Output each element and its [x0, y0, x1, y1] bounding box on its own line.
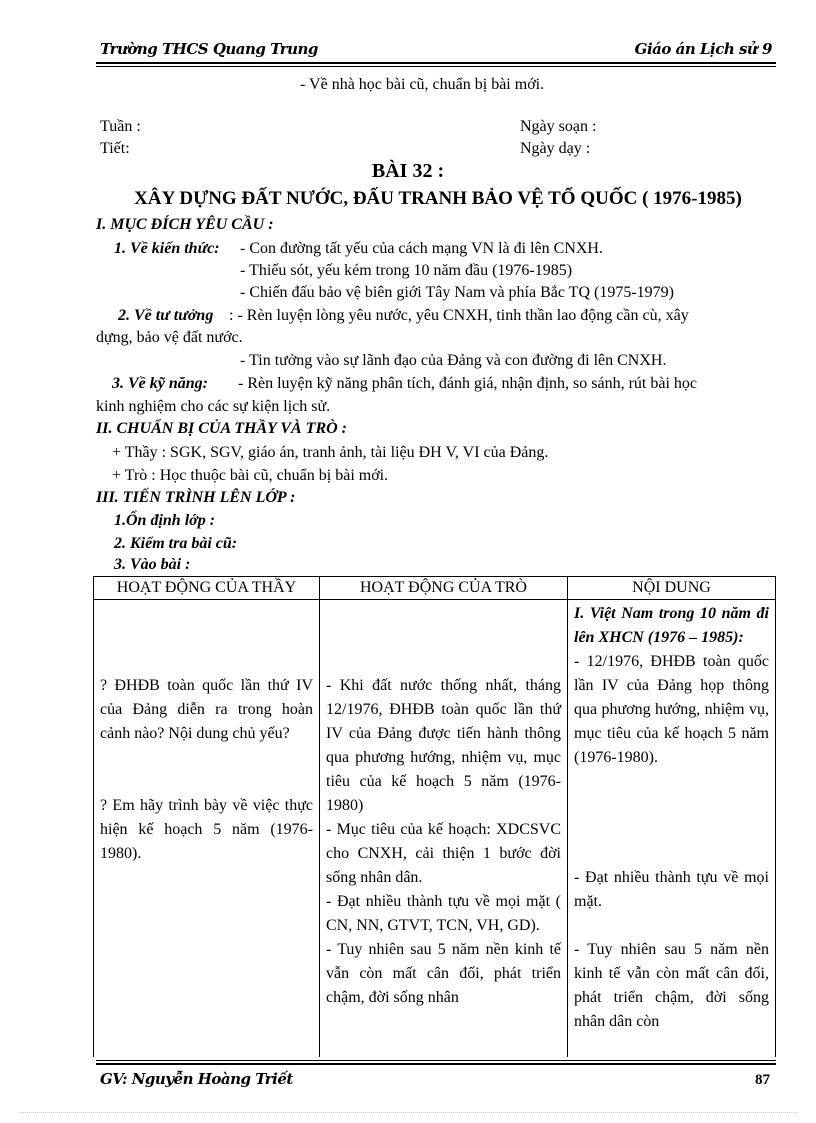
header-rule-thin: [96, 66, 776, 67]
content-title: I. Việt Nam trong 10 năm đi lên XHCN (1976 – 1985):: [574, 605, 769, 646]
thought-line: - Tin tưởng vào sự lãnh đạo của Đảng và con đường đi lên CNXH.: [240, 352, 667, 369]
footer-rule-thin: [96, 1060, 776, 1061]
teacher-question: ? Em hãy trình bày về việc thực hiện kế hoạch 5 năm (1976-1980).: [100, 797, 313, 862]
step-item: 2. Kiểm tra bài cũ:: [114, 535, 238, 552]
student-paragraph: - Khi đất nước thống nhất, tháng 12/1976, ĐHĐB toàn quốc lần thứ IV của Đảng được tiến hành thông qua phương hướng, nhiệm vụ, mục tiêu của kế hoạch 5 năm (1976-1980): [326, 677, 561, 814]
footer-teacher: GV: Nguyễn Hoàng Triết: [100, 1070, 293, 1088]
knowledge-label: 1. Về kiến thức:: [114, 240, 220, 257]
footer-rule: [96, 1063, 776, 1065]
teacher-cell: [94, 600, 320, 1058]
meta-prep-date: Ngày soạn :: [520, 118, 597, 135]
col-header-student: HOẠT ĐỘNG CỦA TRÒ: [320, 577, 568, 600]
thought-line: dựng, bảo vệ đất nước.: [96, 329, 243, 346]
meta-week: Tuần :: [100, 118, 141, 135]
table-header-row: [94, 577, 776, 600]
top-note: - Về nhà học bài cũ, chuẩn bị bài mới.: [300, 76, 545, 93]
skills-line: - Rèn luyện kỹ năng phân tích, đánh giá, nhận định, so sánh, rút bài học: [238, 375, 698, 392]
thought-line: : - Rèn luyện lòng yêu nước, yêu CNXH, tinh thần lao động cần cù, xây: [229, 307, 689, 324]
knowledge-item: - Chiến đấu bảo vệ biên giới Tây Nam và phía Bắc TQ (1975-1979): [240, 284, 674, 301]
student-paragraph: - Tuy nhiên sau 5 năm nền kinh tế vẫn còn mất cân đối, phát triển chậm, đời sống nhân: [326, 941, 561, 1006]
student-cell: [320, 600, 568, 1058]
content-paragraph: - Đạt nhiều thành tựu về mọi mặt.: [574, 869, 769, 910]
header-subject: Giáo án Lịch sử 9: [634, 40, 772, 58]
page-number: 87: [755, 1072, 770, 1088]
skills-line: kinh nghiệm cho các sự kiện lịch sử.: [96, 398, 331, 415]
lesson-number: BÀI 32 :: [371, 160, 445, 182]
lesson-title: XÂY DỰNG ĐẤT NƯỚC, ĐẤU TRANH BẢO VỆ TỔ QUỐC ( 1976-1985): [134, 188, 742, 209]
content-cell: [568, 600, 776, 1058]
section1-heading: I. MỤC ĐÍCH YÊU CẦU :: [96, 216, 274, 233]
thought-label: 2. Về tư tưởng: [118, 307, 214, 324]
table-row: [94, 600, 776, 1058]
knowledge-item: - Thiếu sót, yếu kém trong 10 năm đầu (1976-1985): [240, 262, 573, 279]
knowledge-item: - Con đường tất yếu của cách mạng VN là đi lên CNXH.: [240, 240, 603, 257]
step-item: 3. Vào bài :: [114, 556, 191, 573]
student-paragraph: - Đạt nhiều thành tựu về mọi mặt ( CN, NN, GTVT, TCN, VH, GD).: [326, 893, 561, 934]
student-paragraph: - Mục tiêu của kế hoạch: XDCSVC cho CNXH, cải thiện 1 bước đời sống nhân dân.: [326, 821, 561, 886]
meta-teach-date: Ngày dạy :: [520, 140, 591, 157]
lesson-table: [93, 576, 776, 1057]
meta-lesson-no: Tiết:: [100, 140, 130, 157]
col-header-teacher: HOẠT ĐỘNG CỦA THẦY: [94, 577, 320, 600]
page-edge: [20, 1112, 796, 1113]
section2-heading: II. CHUẨN BỊ CỦA THẦY VÀ TRÒ :: [96, 420, 348, 437]
section3-heading: III. TIẾN TRÌNH LÊN LỚP :: [96, 489, 296, 506]
header-school: Trường THCS Quang Trung: [100, 40, 318, 58]
header-rule: [96, 62, 776, 64]
col-header-content: NỘI DUNG: [568, 577, 776, 600]
content-paragraph: - Tuy nhiên sau 5 năm nền kinh tế vẫn còn mất cân đối, phát triển chậm, đời sống nhân dân còn: [574, 941, 769, 1030]
prep-student: + Trò : Học thuộc bài cũ, chuẩn bị bài mới.: [112, 467, 389, 484]
skills-label: 3. Về kỹ năng:: [112, 375, 208, 392]
prep-teacher: + Thầy : SGK, SGV, giáo án, tranh ảnh, tài liệu ĐH V, VI của Đảng.: [112, 444, 549, 461]
teacher-question: ? ĐHĐB toàn quốc lần thứ IV của Đảng diễn ra trong hoàn cảnh nào? Nội dung chủ yếu?: [100, 677, 313, 742]
content-paragraph: - 12/1976, ĐHĐB toàn quốc lần IV của Đảng họp thông qua phương hướng, nhiệm vụ, mục tiêu của kế hoạch 5 năm (1976-1980).: [574, 653, 769, 766]
step-item: 1.Ổn định lớp :: [114, 512, 216, 529]
